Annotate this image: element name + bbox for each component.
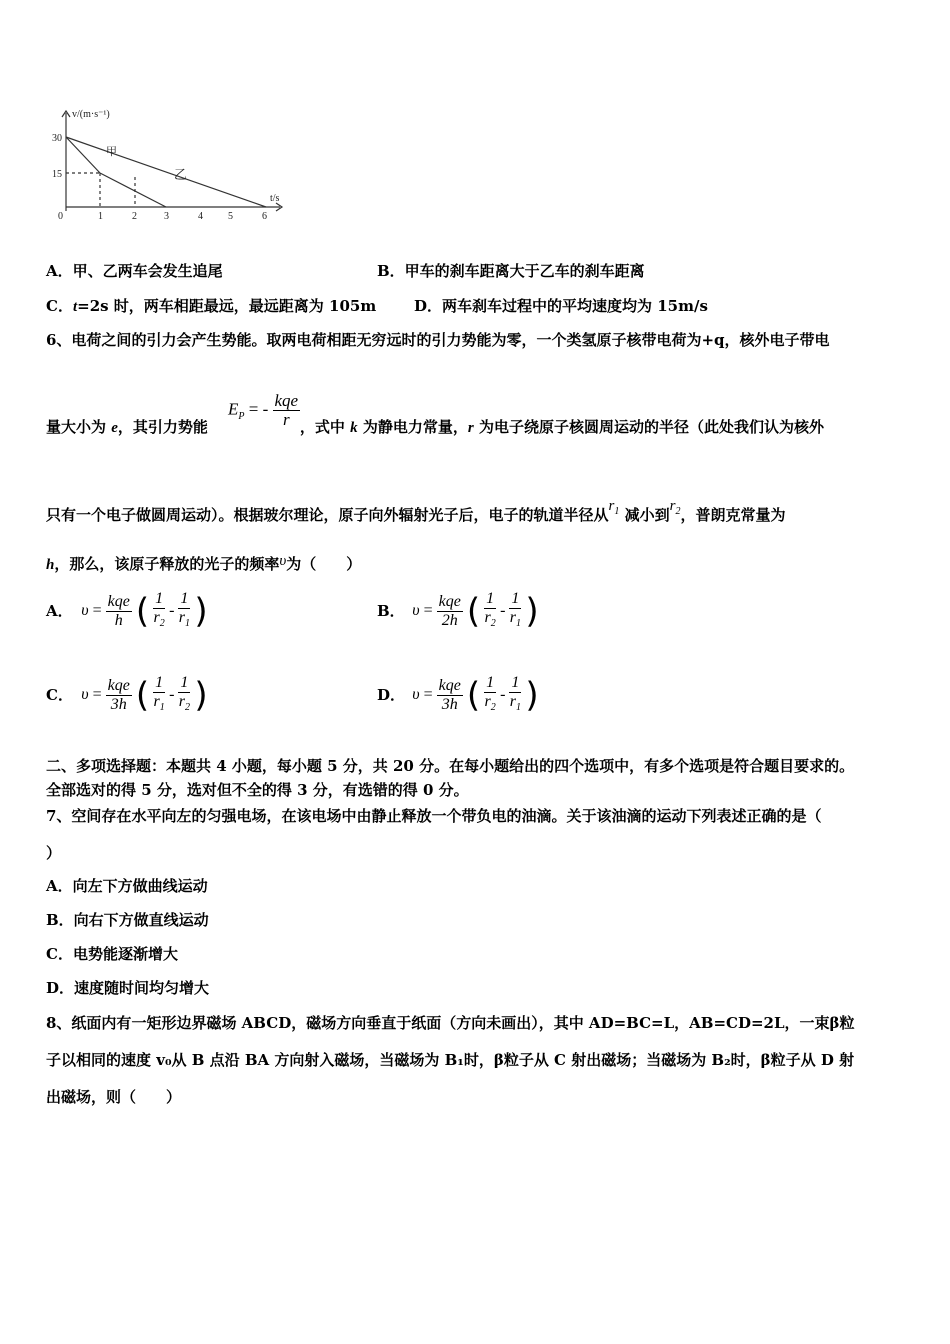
q6-option-c-formula: υ = $\frac{\text{kqe}}{3h}$ ( $\frac{1}{r_1}$ - $\frac{1}{r_2}$ ) <box>81 674 208 716</box>
graph-x-tick-6: 6 <box>262 211 267 222</box>
q6-line-1: 6、电荷之间的引力会产生势能。取两电荷相距无穷远时的引力势能为零，一个类氢原子核带电荷为+q，核外电子带电 <box>46 331 830 349</box>
r2-letter: r <box>669 498 676 514</box>
nu-symbol: υ <box>279 553 287 569</box>
nu-d: υ <box>412 686 420 704</box>
q7-option-d: D．速度随时间均匀增大 <box>46 979 210 997</box>
ep-equals: = - <box>248 399 269 419</box>
frac-a-1-num: 1 <box>155 590 164 607</box>
q6-h: h <box>46 557 55 573</box>
q6-line-3-a: 只有一个电子做圆周运动）。根据玻尔理论，原子向外辐射光子后，电子的轨道半径从 <box>46 506 609 524</box>
frac-d-2-num: 1 <box>511 674 520 691</box>
graph-x-tick-3: 3 <box>164 211 169 222</box>
r2-symbol <box>669 498 681 517</box>
frac-a-2-num: 1 <box>180 590 189 607</box>
graph-label-jia: 甲 <box>106 146 117 158</box>
ep-numerator: kqe <box>274 391 299 410</box>
q6-line-3-c: ，普朗克常量为 <box>680 506 786 524</box>
q5-option-a: A．甲、乙两车会发生追尾 <box>46 262 223 280</box>
frac-a-1-den: $r_2$ <box>153 609 165 630</box>
graph-x-tick-4: 4 <box>198 211 203 222</box>
nu-c: υ <box>81 686 89 704</box>
frac-c-num: kqe <box>107 677 130 695</box>
q8-line-3: 出磁场，则（ ） <box>46 1088 182 1106</box>
q6-line-2 <box>46 417 824 438</box>
q8-line-2: 子以相同的速度 v₀从 B 点沿 BA 方向射入磁场，当磁场为 B₁时，β粒子从 C 射出磁场；当磁场为 B₂时，β粒子从 D 射 <box>46 1051 855 1069</box>
frac-a-num: kqe <box>107 593 130 611</box>
q6-option-d <box>377 674 539 717</box>
q5-option-b: B．甲车的刹车距离大于乙车的刹车距离 <box>377 262 645 280</box>
frac-b-den: 2h <box>441 612 458 630</box>
q7-option-c: C．电势能逐渐增大 <box>46 945 178 963</box>
q6-k: k <box>350 420 358 436</box>
graph-x-tick-5: 5 <box>228 211 233 222</box>
frac-a-den: h <box>114 612 123 630</box>
q6-line-2-f: 为电子绕原子核圆周运动的半径（此处我们认为核外 <box>473 418 824 436</box>
graph-y-tick-30: 30 <box>52 133 62 144</box>
ep-symbol: E <box>228 399 239 419</box>
frac-d-den: 3h <box>441 696 458 714</box>
q5-option-c-t: t <box>72 299 78 315</box>
q6-line-2-c: ，式中 <box>299 418 351 436</box>
q5-option-c-text: =2s 时，两车相距最远，最远距离为 105m <box>77 297 377 315</box>
q5-option-d: D．两车刹车过程中的平均速度均为 15m/s <box>414 297 708 315</box>
q6-option-c-label: C． <box>46 686 73 705</box>
frac-a-main <box>106 593 132 630</box>
nu-a: υ <box>81 602 89 620</box>
q8-line-1: 8、纸面内有一矩形边界磁场 ABCD，磁场方向垂直于纸面（方向未画出），其中 AD=BC=L，AB=CD=2L，一束β粒 <box>46 1014 855 1032</box>
r1-symbol <box>608 498 620 517</box>
q6-option-d-label: D． <box>377 686 406 705</box>
frac-c-den: 3h <box>110 696 127 714</box>
q6-option-b-formula: υ = $\frac{\text{kqe}}{2h}$ ( $\frac{1}{r_2}$ - $\frac{1}{r_1}$ ) <box>412 590 539 632</box>
nu-b: υ <box>412 602 420 620</box>
jia-line-2 <box>100 173 166 207</box>
frac-b-2 <box>509 590 521 633</box>
ep-denominator: r <box>282 410 290 429</box>
q6-line-2-a: 量大小为 <box>46 418 112 436</box>
frac-d-1-den: $r_2$ <box>484 693 496 714</box>
q6-r: r <box>467 420 474 436</box>
graph-y-tick-15: 15 <box>52 169 62 180</box>
yi-line <box>66 137 266 207</box>
section2-line-2: 全部选对的得 5 分，选对但不全的得 3 分，有选错的得 0 分。 <box>46 781 469 799</box>
q7-option-b: B．向右下方做直线运动 <box>46 911 209 929</box>
q6-line-3 <box>46 498 786 532</box>
q6-line-2-b: ，其引力势能 <box>117 418 208 436</box>
q6-option-c <box>46 674 208 717</box>
q5-option-c-label: C． <box>46 297 73 315</box>
graph-y-label: v/(m·s⁻¹) <box>72 109 110 120</box>
frac-b-1-den: $r_2$ <box>484 609 496 630</box>
frac-c-main <box>106 677 132 714</box>
q6-option-a-formula: υ = $\frac{\text{kqe}}{h}$ ( $\frac{1}{r_2}$ - $\frac{1}{r_1}$ ) <box>81 590 208 632</box>
r2-subscript: 2 <box>675 506 681 517</box>
frac-d-2-den: $r_1$ <box>509 693 522 714</box>
frac-a-2-den: $r_1$ <box>178 609 191 630</box>
frac-c-1-den: $r_1$ <box>153 693 165 714</box>
frac-b-2-num: 1 <box>511 590 520 607</box>
q6-line-3-b: 减小到 <box>619 506 670 524</box>
q6-line-4-a: ，那么，该原子释放的光子的频率 <box>54 555 280 573</box>
r1-letter: r <box>608 498 615 514</box>
frac-d-main <box>437 677 463 714</box>
graph-x-tick-1: 1 <box>98 211 103 222</box>
graph-x-tick-0: 0 <box>58 211 63 222</box>
frac-d-1 <box>484 674 496 717</box>
frac-b-1 <box>484 590 496 633</box>
q6-option-b <box>377 590 539 633</box>
frac-a-1 <box>153 590 165 633</box>
q6-option-a-label: A． <box>46 602 73 621</box>
ep-fraction <box>273 392 301 429</box>
q6-option-a <box>46 590 208 633</box>
q6-option-d-formula: υ = $\frac{\text{kqe}}{3h}$ ( $\frac{1}{r_2}$ - $\frac{1}{r_1}$ ) <box>412 674 539 716</box>
q7-line-1: 7、空间存在水平向左的匀强电场，在该电场中由静止释放一个带负电的油滴。关于该油滴的运动下列表述正确的是（ <box>46 807 822 825</box>
potential-energy-formula <box>228 392 300 429</box>
frac-b-num: kqe <box>438 593 461 611</box>
frac-c-2-den: $r_2$ <box>178 693 191 714</box>
q6-line-4-b: 为（ ） <box>286 555 362 573</box>
q5-option-c <box>46 296 376 317</box>
frac-b-main <box>437 593 463 630</box>
r1-subscript: 1 <box>614 506 620 517</box>
frac-d-num: kqe <box>438 677 461 695</box>
frac-c-1-num: 1 <box>155 674 164 691</box>
q6-option-b-label: B． <box>377 602 405 621</box>
q6-line-4 <box>46 554 361 575</box>
frac-c-1 <box>153 674 165 717</box>
velocity-time-graph <box>48 103 293 223</box>
q6-e: e <box>111 420 118 436</box>
q6-line-2-d: 为静电力常量， <box>357 418 468 436</box>
graph-x-label: t/s <box>270 193 280 204</box>
graph-x-tick-2: 2 <box>132 211 137 222</box>
q7-line-2: ） <box>46 844 62 862</box>
q7-option-a: A．向左下方做曲线运动 <box>46 877 208 895</box>
frac-d-2 <box>509 674 521 717</box>
ep-subscript: P <box>238 410 245 422</box>
graph-label-yi: 乙 <box>174 167 188 182</box>
frac-b-1-num: 1 <box>486 590 495 607</box>
section2-line-1: 二、多项选择题：本题共 4 小题，每小题 5 分，共 20 分。在每小题给出的四个选项中，有多个选项是符合题目要求的。 <box>46 757 855 775</box>
frac-a-2 <box>178 590 190 633</box>
frac-d-1-num: 1 <box>486 674 495 691</box>
frac-c-2 <box>178 674 190 717</box>
frac-b-2-den: $r_1$ <box>509 609 522 630</box>
frac-c-2-num: 1 <box>180 674 189 691</box>
